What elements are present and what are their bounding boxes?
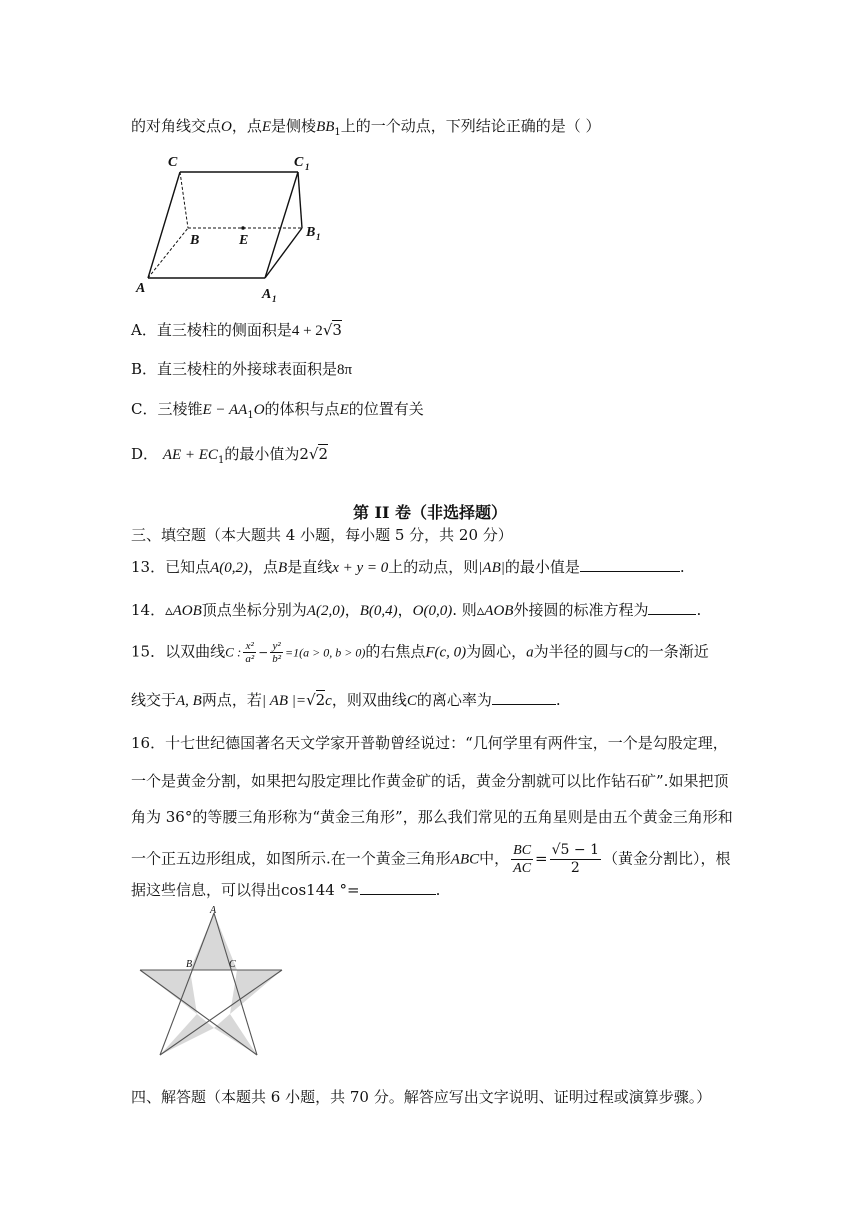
q13-line-equation: x + y = 0 — [332, 560, 389, 576]
q13-text: ，点 — [248, 558, 279, 576]
numerator: x² — [243, 640, 256, 653]
q15-text: 线交于 — [131, 691, 177, 709]
option-b-math: 8π — [337, 362, 353, 378]
option-d-math: AE + EC — [162, 447, 218, 463]
q14-point: B(0,4) — [359, 603, 398, 619]
q14-end: . — [696, 601, 702, 619]
option-c-math: O — [253, 402, 265, 418]
question-14 — [131, 600, 701, 621]
minus-sign: − — [258, 645, 269, 660]
option-d-text: 的最小值为 — [224, 445, 300, 463]
q13-point: A(0,2) — [210, 560, 248, 576]
var-o: O — [221, 119, 232, 135]
q16-text: 据这些信息，可以得出 — [131, 881, 282, 899]
question-15-line-1 — [131, 640, 709, 665]
var-bb1: BB — [316, 119, 335, 135]
section-title: 第 II 卷（非选择题） — [352, 503, 508, 522]
q15-var: C — [406, 693, 417, 709]
prism-figure — [130, 150, 330, 305]
q14-text: 14． — [131, 601, 166, 619]
option-d-radicand: 2 — [318, 445, 328, 463]
q15-text: 的离心率为 — [416, 691, 492, 709]
q14-text: . 则 — [452, 601, 477, 619]
denominator: 2 — [570, 860, 580, 876]
q16-cos-expression: cos144 °= — [281, 881, 360, 899]
option-a-text: A．直三棱柱的侧面积是 — [131, 321, 292, 339]
denominator: b² — [272, 653, 282, 665]
option-c-text: 的位置有关 — [348, 400, 424, 418]
q14-point: A(2,0) — [306, 603, 345, 619]
label-b1-sub: 1 — [316, 232, 321, 242]
var-e: E — [261, 119, 272, 135]
q14-text: ， — [344, 601, 360, 619]
intro-text: ，点 — [231, 117, 262, 135]
q14-text: 外接圆的标准方程为 — [513, 601, 649, 619]
fraction-x2-a2 — [243, 640, 256, 665]
q16-end: . — [435, 881, 441, 899]
q15-text: 两点，若 — [201, 691, 262, 709]
q13-end: . — [679, 558, 685, 576]
answer-blank[interactable] — [648, 600, 696, 615]
label-c1-sub: 1 — [305, 162, 310, 172]
q15-points: A, B — [176, 693, 202, 709]
answer-blank[interactable] — [580, 557, 680, 572]
q16-text: （黄金分割比），根 — [602, 849, 731, 868]
option-d: D． AE + $EC_1$的最小值为2√2 — [131, 445, 328, 466]
hidden-edge-a-b — [148, 228, 188, 278]
option-d-text: D． — [131, 445, 159, 463]
q15-var: c — [325, 693, 332, 709]
edge-a1-b1 — [265, 228, 302, 278]
answer-blank[interactable] — [492, 690, 556, 705]
option-a-math: 4 + 2 — [291, 323, 323, 339]
question-16-line-3: 角为 36°的等腰三角形称为“黄金三角形”，那么我们常见的五角星则是由五个黄金三角形和 — [131, 808, 733, 826]
q15-condition: =1(a > 0, b > 0) — [285, 645, 366, 660]
q13-text: 上的动点，则 — [388, 558, 479, 576]
option-c-text: 的体积与点 — [264, 400, 340, 418]
option-c-math: E − AA — [202, 402, 248, 418]
numerator: BC — [513, 843, 532, 858]
option-c-var: E — [339, 402, 349, 418]
subscript: 1 — [334, 127, 341, 138]
q15-text: 15．以双曲线 — [131, 642, 226, 661]
star-label-a: A — [210, 905, 217, 916]
q14-triangle: ▵AOB — [165, 603, 202, 619]
option-d-value: 2 — [299, 445, 309, 463]
star-label-b: B — [186, 959, 193, 970]
q14-triangle: ▵AOB — [476, 603, 514, 619]
q15-end: . — [555, 691, 561, 709]
q16-text: 一个正五边形组成，如图所示.在一个黄金三角形 — [131, 849, 451, 868]
intro-text: 的对角线交点 — [131, 117, 222, 135]
point-e — [241, 226, 245, 230]
question-16-line-4 — [131, 842, 731, 877]
q16-text: 中， — [479, 849, 510, 868]
star-label-c: C — [229, 959, 236, 970]
equals-sign: = — [535, 849, 548, 868]
label-a1-sub: 1 — [272, 294, 277, 304]
question-16-line-1: 16．十七世纪德国著名天文学家开普勒曾经说过：“几何学里有两件宝，一个是勾股定理， — [131, 734, 728, 752]
q15-focus: F(c, 0) — [425, 644, 467, 661]
label-a: A — [136, 281, 146, 296]
option-b-text: B．直三棱柱的外接球表面积是 — [131, 360, 338, 378]
q14-text: ， — [397, 601, 413, 619]
q15-text: ，则双曲线 — [331, 691, 407, 709]
edge-c1-a1 — [265, 172, 298, 278]
q13-text: 是直线 — [287, 558, 333, 576]
label-c: C — [168, 155, 178, 170]
answer-blank[interactable] — [360, 880, 436, 895]
label-b: B — [190, 233, 200, 248]
numerator: y² — [270, 640, 283, 653]
intro-text: 上的一个动点，下列结论正确的是（ ） — [340, 117, 601, 135]
q15-text: 的右焦点 — [365, 642, 426, 661]
option-a: A．直三棱柱的侧面积是4 + 2√3 — [131, 321, 342, 339]
q16-triangle: ABC — [450, 851, 480, 868]
option-a-radicand: 3 — [332, 321, 342, 339]
denominator: a² — [245, 653, 255, 665]
q15-var: C — [623, 644, 634, 661]
q15-text: 的一条渐近 — [633, 642, 709, 661]
subscript: 1 — [217, 455, 225, 466]
question-16-line-2: 一个是黄金分割，如果把勾股定理比作黄金矿的话，黄金分割就可以比作钻石矿”.如果把顶 — [131, 772, 729, 790]
q14-text: 顶点坐标分别为 — [201, 601, 307, 619]
question-13 — [131, 557, 685, 578]
fill-header: 三、填空题（本大题共 4 小题，每小题 5 分，共 20 分） — [131, 526, 513, 544]
option-b — [131, 359, 352, 380]
intro-text: 是侧棱 — [271, 117, 317, 135]
label-e: E — [239, 233, 249, 248]
edge-c-a — [148, 172, 180, 278]
option-c — [131, 399, 424, 426]
q15-text: 为圆心， — [466, 642, 527, 661]
fraction-golden-ratio — [550, 842, 601, 877]
q14-point: O(0,0) — [412, 603, 453, 619]
intro-line — [131, 116, 601, 143]
fraction-y2-b2 — [270, 640, 283, 665]
option-c-text: C．三棱锥 — [131, 400, 203, 418]
numerator: √5 − 1 — [551, 842, 599, 858]
q15-radicand: 2 — [315, 691, 326, 709]
label-a1: A — [262, 287, 272, 302]
q15-var: a — [526, 644, 534, 661]
edge-c1-b1 — [298, 172, 302, 228]
q15-abs: | AB |= — [261, 693, 307, 709]
hidden-edge-c-b — [180, 172, 188, 228]
label-c1: C — [294, 155, 304, 170]
q15-c-label: C : — [225, 644, 242, 660]
label-b1: B — [306, 225, 316, 240]
denominator: AC — [513, 861, 532, 876]
subscript: 1 — [247, 410, 254, 421]
q15-text: 为半径的圆与 — [533, 642, 624, 661]
question-15-line-2: 线交于A, B两点，若| AB |=√2c，则双曲线C的离心率为 . — [131, 691, 561, 709]
q13-text: 13．已知点 — [131, 558, 211, 576]
fraction-bc-ac — [511, 842, 533, 877]
q13-abs: |AB| — [478, 560, 505, 576]
pentagram-figure — [130, 905, 300, 1060]
answer-header: 四、解答题（本题共 6 小题，共 70 分。解答应写出文字说明、证明过程或演算步骤。） — [131, 1088, 712, 1106]
question-16-line-5 — [131, 880, 440, 900]
q13-var: B — [278, 560, 288, 576]
q13-text: 的最小值是 — [504, 558, 580, 576]
